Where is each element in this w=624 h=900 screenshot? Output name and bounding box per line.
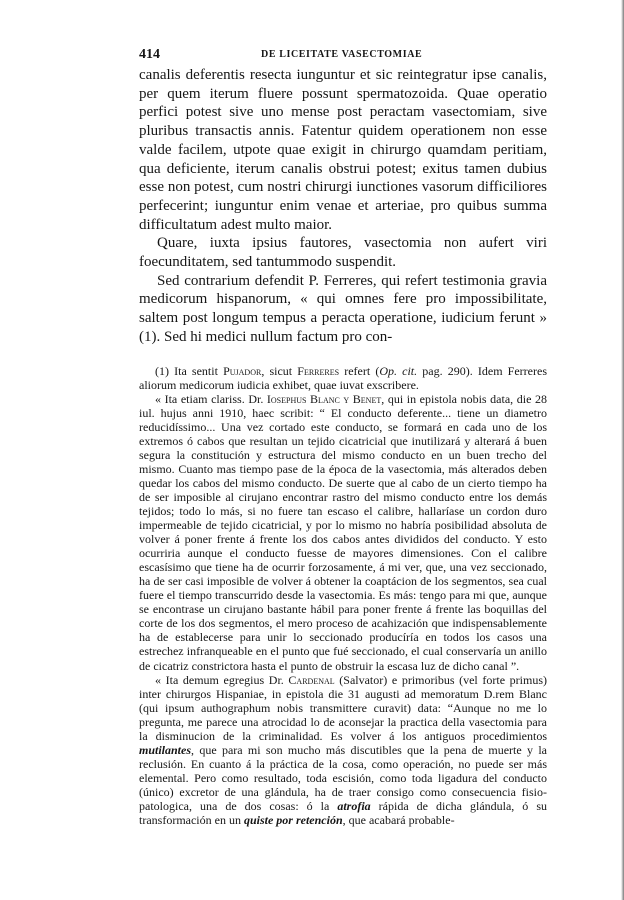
citation-ref: Op. cit. <box>379 363 418 378</box>
author-name: Pujador <box>223 363 262 378</box>
emphasis: quiste por retención <box>243 813 343 828</box>
footnotes <box>139 364 547 828</box>
emphasis: mutilantes <box>139 742 192 757</box>
page <box>139 44 547 827</box>
emphasis: atrofia <box>337 799 371 813</box>
page-number: 414 <box>139 47 160 62</box>
author-name: Ferreres <box>297 363 340 378</box>
running-title: DE LICEITATE VASECTOMIAE <box>261 49 423 60</box>
author-name: Iosephus Blanc y Benet <box>266 391 382 406</box>
paragraph-2: Quare, iuxta ipsius fautores, vasectomia non aufert viri foecunditatem, sed tantummodo suspendit. <box>139 235 547 271</box>
footnote-quote-cardenal: « Ita demum egregius Dr. Cardenal (Salvator) e primoribus (vel forte primus) inter chirurgos Hispaniae, in epistola die 31 augusti ad memoratum D.rem Blanc (qui ipsum authographum nobis transmittere curavit) data: “Aunque no me lo pregunta, me parece una atrocidad lo de aconsejar la practica della vasectomia para la disminucion de la criminalidad. Es volver á los antiguos procedimientos mutilantes, que para mi son mucho más discutibles que la pena de muerte y la reclusión. En cuanto á la práctica de la cosa, como operación, no puede ser más elemental. Pero como resultado, toda escisión, como toda ligadura del conducto (único) excretor de una glándula, ha de traer consigo como consecuencia fisio-patologica, una de dos cosas: ó la atrofia rápida de dicha glándula, ó su transformación en un quiste por retención, que acabará probable- <box>139 672 547 828</box>
paragraph-3: Sed contrarium defendit P. Ferreres, qui refert testimonia gravia medicorum hispanorum, « qui omnes fere pro impossibilitate, saltem post longum tempus a peracta operatione, iudicium ferunt » (1). Sed hi medici nullum factum pro con- <box>139 272 547 345</box>
running-head <box>139 44 547 66</box>
paragraph-1: canalis deferentis resecta iunguntur et sic reintegratur ipse canalis, per quem iterum fluere possunt spermatozoida. Quae operatio perfici potest sive uno mense post peractam vasectomiam, sive pluribus transactis annis. Fatentur quidem operationem non esse valde facilem, utpote quae exigit in chirurgo quamdam peritiam, qua deficiente, iterum canalis obstrui potest; exitus tamen dubius esse non potest, cum nostri chirurgi iunctiones vasorum difficiliores perfecerint; iunguntur enim venae et arteriae, pro quibus summa difficultatum adest multo maior. <box>139 67 547 233</box>
footnote-quote-blanc: « Ita etiam clariss. Dr. Iosephus Blanc y Benet, qui in epistola nobis data, die 28 iul. hujus anni 1910, haec scribit: “ El conducto deferente... tiene un diametro reducidíssimo... Una vez cortado este conducto, se formará en cada uno de los extremos ó cabos que resultan un tejido cicatricial que inutilizará y alterará á buen segura la constitución y estructura del mismo conducto en un buen trecho del mismo. Cuanto mas tiempo pase de la época de la vasectomia, más alterados deben quedar los cabos del mismo conducto. De suerte que al cabo de un cierto tiempo ha de ser imposible al cirujano encontrar rastro del mismo conducto entre los demás tejidos; todo lo más, si no fuere tan escaso el calibre, hallaríase un cordon duro impermeable de tejido cicatricial, y por lo mismo no habría posibilidad absoluta de volver á poner frente á frente los dos cabos antes divididos del conducto. Y esto ocurriria aunque el conducto fuesse de mayores dimensiones. Con el calibre escasísimo que tiene ha de ocurrir forzosamente, á mi ver, que, una vez seccionado, ha de ser casi imposible de volver á obtener la coaptácion de los segmentos, sea cual fuere el tiempo transcurrido desde la vasectomia. Es más: tengo para mi que, aunque se encontrase un cirujano bastante hábil para poner frente á frente las boquillas del corte de los dos segmentos, el mero proceso de acahización que indispensablemente ha de establecerse para unir lo seccionado producíría en todos los casos una estrechez infranqueable en el punto que fué seccionado, el cual conservaría un anillo de cicatriz constrictora hasta el punto de obstruir la escasa luz de dicho canal ”. <box>139 391 547 673</box>
footnote-1: (1) Ita sentit Pujador, sicut Ferreres refert (Op. cit. pag. 290). Idem Ferreres aliorum medicorum iudicia exhibet, quae iuvat exscribere. <box>139 363 547 392</box>
main-text <box>139 66 547 347</box>
author-name: Cardenal <box>288 672 335 687</box>
